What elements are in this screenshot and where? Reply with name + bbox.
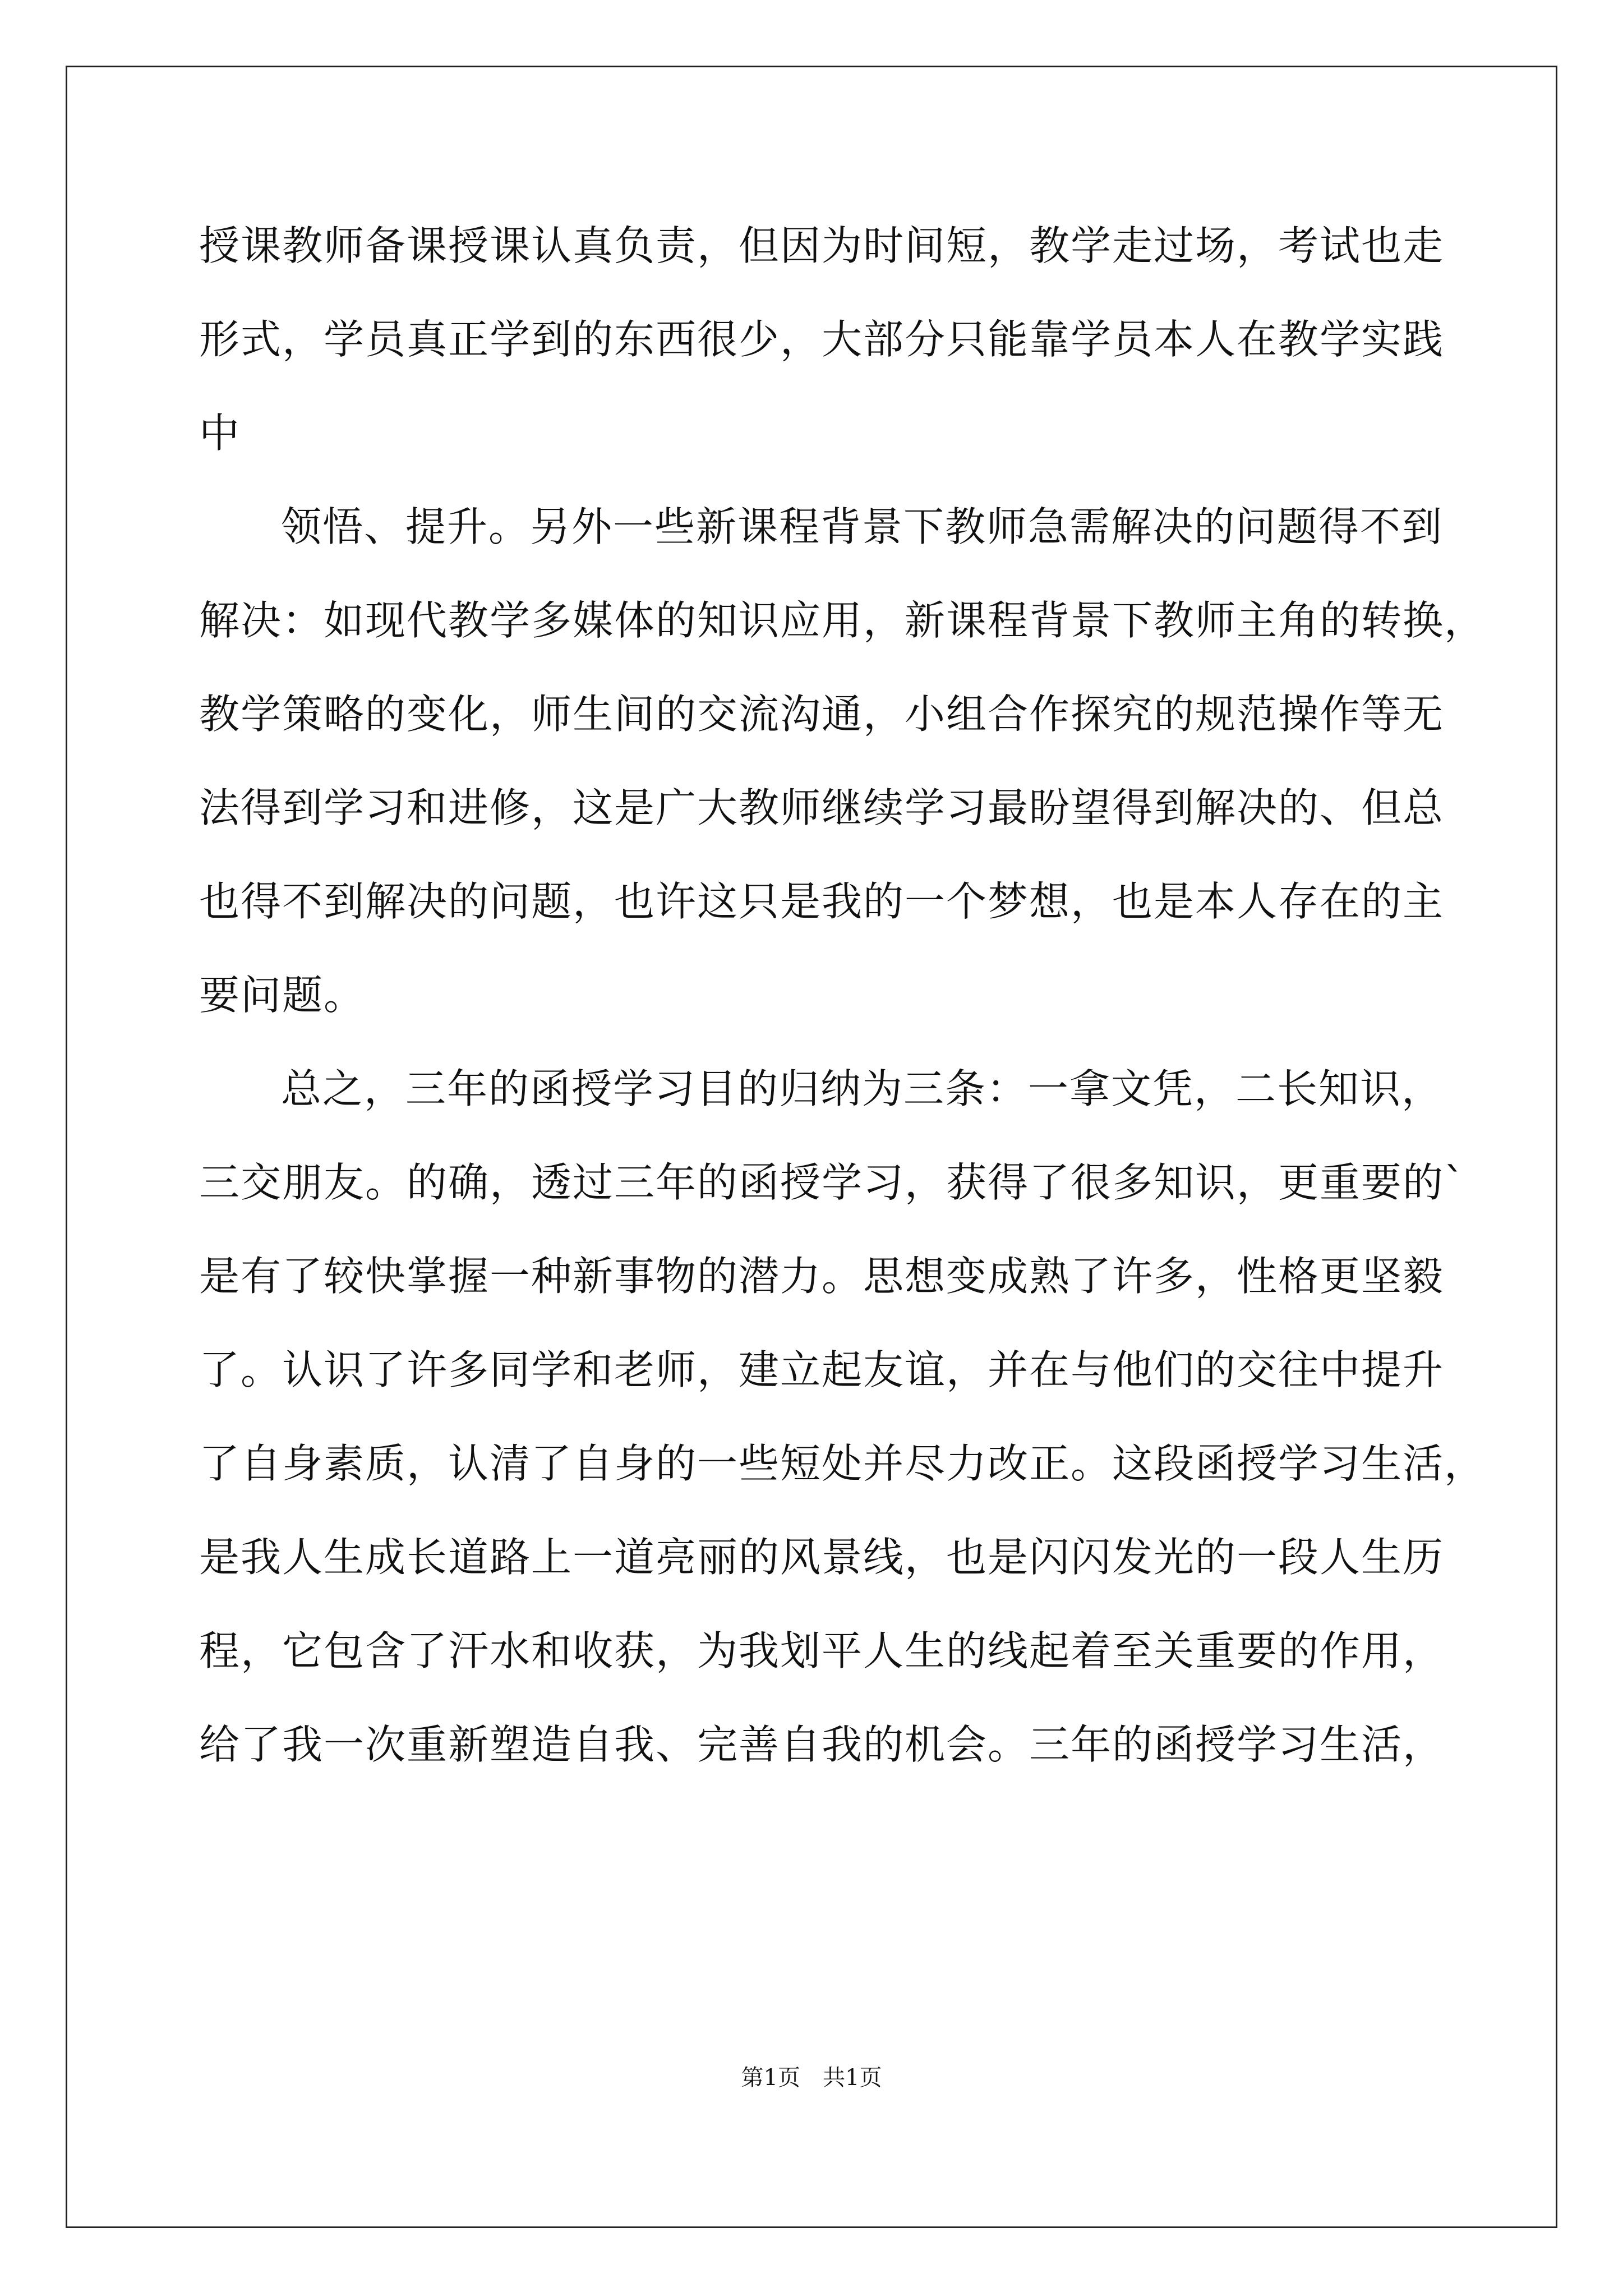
text-line: 要问题。 bbox=[199, 972, 366, 1019]
text-line: 形式，学员真正学到的东西很少，大部分只能靠学员本人在教学实践 bbox=[199, 316, 1445, 363]
text-line: 是有了较快掌握一种新事物的潜力。思想变成熟了许多，性格更坚毅 bbox=[199, 1253, 1445, 1300]
paragraph-start-line: 总之，三年的函授学习目的归纳为三条：一拿文凭，二长知识， bbox=[281, 1065, 1444, 1112]
text-line: 授课教师备课授课认真负责，但因为时间短，教学走过场，考试也走 bbox=[199, 222, 1445, 269]
text-line: 了。认识了许多同学和老师，建立起友谊，并在与他们的交往中提升 bbox=[199, 1346, 1445, 1393]
text-line: 给了我一次重新塑造自我、完善自我的机会。三年的函授学习生活， bbox=[199, 1721, 1445, 1768]
page-footer: 第1页 共1页 bbox=[741, 2065, 882, 2091]
text-line: 了自身素质，认清了自身的一些短处并尽力改正。这段函授学习生活， bbox=[199, 1440, 1486, 1487]
text-line: 是我人生成长道路上一道亮丽的风景线，也是闪闪发光的一段人生历 bbox=[199, 1534, 1445, 1581]
text-line: 解决：如现代教学多媒体的知识应用，新课程背景下教师主角的转换， bbox=[199, 597, 1486, 644]
text-line: 也得不到解决的问题，也许这只是我的一个梦想，也是本人存在的主 bbox=[199, 878, 1445, 925]
text-line: 程，它包含了汗水和收获，为我划平人生的线起着至关重要的作用， bbox=[199, 1627, 1445, 1674]
text-line: 教学策略的变化，师生间的交流沟通，小组合作探究的规范操作等无 bbox=[199, 691, 1445, 738]
text-line: 中 bbox=[199, 409, 241, 457]
document-body bbox=[199, 219, 1486, 1811]
paragraph-start-line: 领悟、提升。另外一些新课程背景下教师急需解决的问题得不到 bbox=[281, 503, 1444, 550]
text-line: 三交朋友。的确，透过三年的函授学习，获得了很多知识，更重要的` bbox=[199, 1159, 1466, 1206]
text-line: 法得到学习和进修，这是广大教师继续学习最盼望得到解决的、但总 bbox=[199, 784, 1445, 831]
